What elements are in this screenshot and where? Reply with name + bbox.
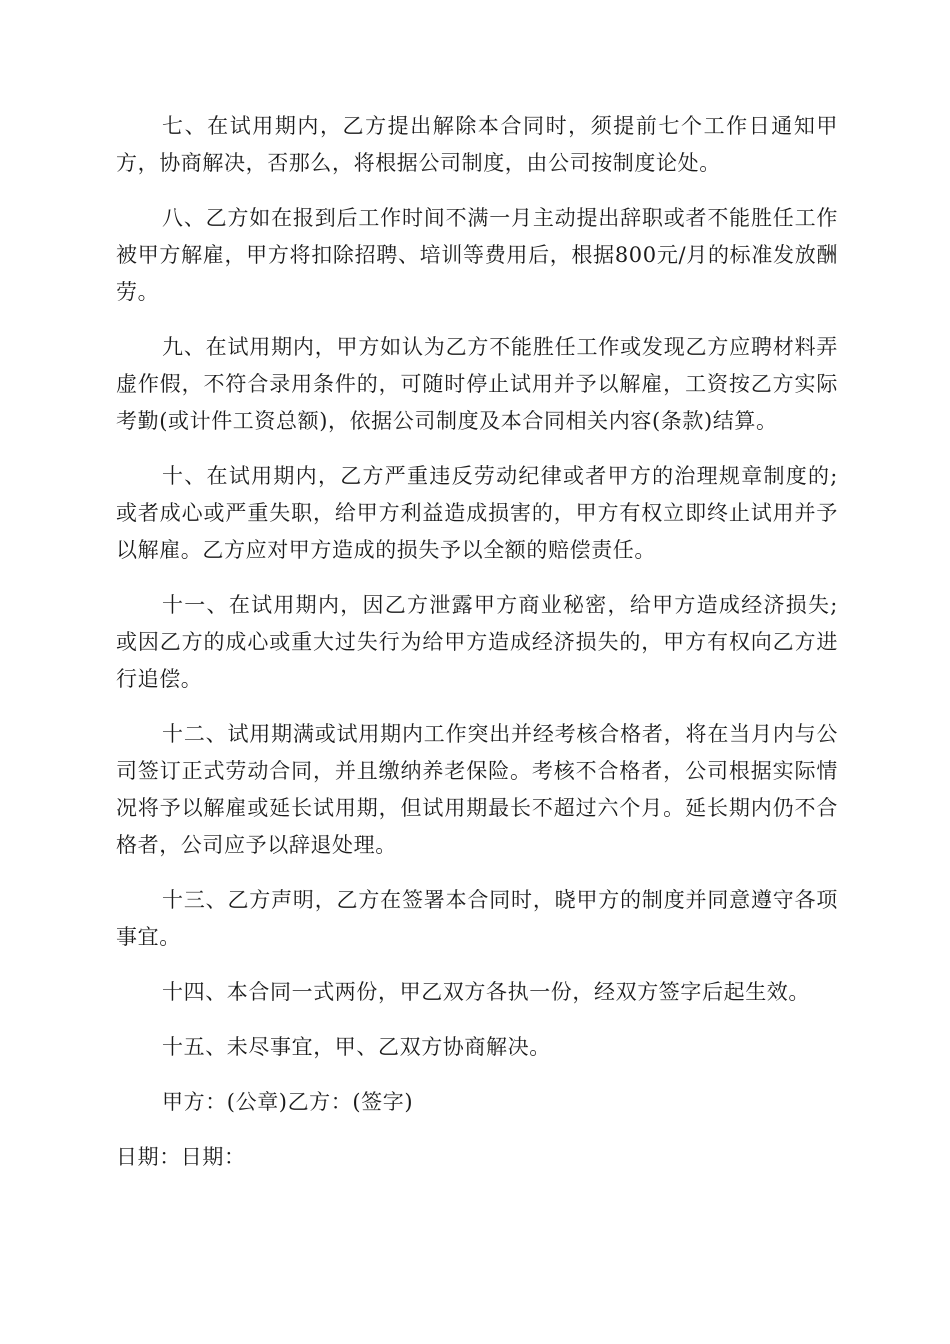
clause-11: 十一、在试用期内，因乙方泄露甲方商业秘密，给甲方造成经济损失;或因乙方的成心或重大过失行为给甲方造成经济损失的，甲方有权向乙方进行追偿。	[116, 593, 838, 691]
clause-15: 十五、未尽事宜，甲、乙双方协商解决。	[162, 1035, 551, 1059]
clause-10: 十、在试用期内，乙方严重违反劳动纪律或者甲方的治理规章制度的;或者成心或严重失职，给甲方利益造成损害的，甲方有权立即终止试用并予以解雇。乙方应对甲方造成的损失予以全额的赔偿责任。	[116, 464, 838, 562]
clause-13: 十三、乙方声明，乙方在签署本合同时，晓甲方的制度并同意遵守各项事宜。	[116, 888, 838, 949]
clause-7: 七、在试用期内，乙方提出解除本合同时，须提前七个工作日通知甲方，协商解决，否那么，将根据公司制度，由公司按制度论处。	[116, 114, 838, 175]
clause-12: 十二、试用期满或试用期内工作突出并经考核合格者，将在当月内与公司签订正式劳动合同，并且缴纳养老保险。考核不合格者，公司根据实际情况将予以解雇或延长试用期，但试用期最长不超过六个月。延长期内仍不合格者，公司应予以辞退处理。	[116, 722, 838, 857]
contract-body	[116, 108, 838, 1194]
date-line: 日期：日期：	[116, 1145, 246, 1169]
clause-14: 十四、本合同一式两份，甲乙双方各执一份，经双方签字后起生效。	[162, 980, 810, 1004]
clause-8: 八、乙方如在报到后工作时间不满一月主动提出辞职或者不能胜任工作被甲方解雇，甲方将扣除招聘、培训等费用后，根据800元/月的标准发放酬劳。	[116, 206, 838, 304]
signature-line: 甲方：(公章)乙方：(签字)	[162, 1090, 414, 1114]
clause-9: 九、在试用期内，甲方如认为乙方不能胜任工作或发现乙方应聘材料弄虚作假，不符合录用条件的，可随时停止试用并予以解雇，工资按乙方实际考勤(或计件工资总额)，依据公司制度及本合同相关内容(条款)结算。	[116, 335, 838, 433]
